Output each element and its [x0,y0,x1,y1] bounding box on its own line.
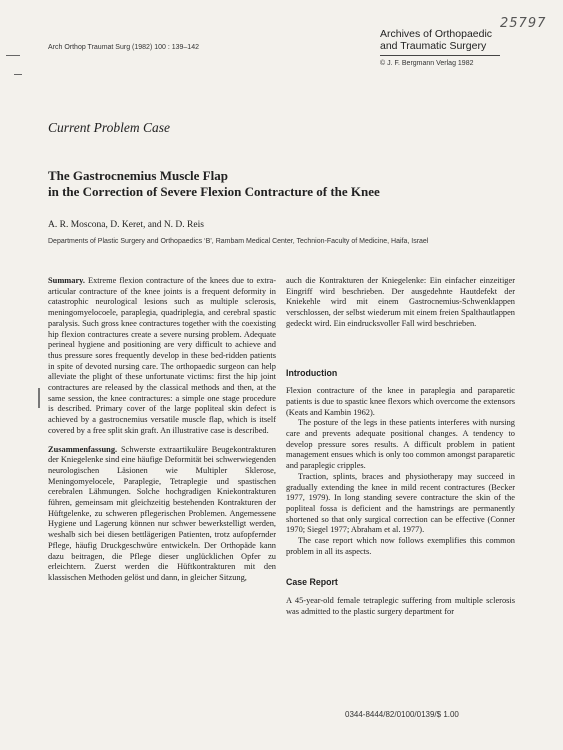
scan-mark [14,74,22,75]
zusammenfassung-text: Schwerste extraartikuläre Beugekontrakturen der Kniegelenke sind eine häufige Deformität bei schwerwiegenden neurologischen Läsionen wie Multipler Sklerose, Meningomyelocele, Paraplegie, Tetraplegie und spastischen cerebralen Lähmungen. Solche hochgradigen Kniekontrakturen führen, gemeinsam mit gleichzeitig bestehenden Kontrakturen der Hüftgelenke, zu schweren pflegerischen Problemen. Angemessene Hygiene und Lagerung können nur schwer bewerkstelligt werden, weshalb sich bei diesen bettlägerigen Patienten, trotz aufopfernder Pflege, häufig Druckgeschwüre entwickeln. Der Orthopäde kann dazu beitragen, die Pflege dieser unglücklichen Opfer zu erleichtern. Zuerst werden die Hüftkontrakturen mit den klassischen Methoden gelöst und dann, in gleicher Sitzung, [48,444,276,582]
zusammenfassung-label: Zusammenfassung. [48,444,118,454]
publisher-copyright: © J. F. Bergmann Verlag 1982 [380,60,474,67]
introduction-paragraph-3: Traction, splints, braces and physiotherapy may succeed in gradually extending the knee in mild recent contractures (Becker 1977, 1979). In long standing severe contracture the skin of the popliteal fossa is deficient and the hamstrings are permanently shortened so that only surgical correction can be effective (Conner 1970; Siegel 1977; Abraham et al. 1977). [286,471,515,535]
scan-mark [38,388,40,408]
publisher-name-line1: Archives of Orthopaedic [380,28,493,40]
summary-label: Summary. [48,276,85,285]
case-report-paragraph-1: A 45-year-old female tetraplegic suffering from multiple sclerosis was admitted to the plastic surgery department for [286,596,515,616]
publisher-box [380,28,530,67]
case-report-heading: Case Report [286,577,338,588]
title-line-2: in the Correction of Severe Flexion Contracture of the Knee [48,184,380,199]
introduction-paragraph-2: The posture of the legs in these patients interferes with nursing care and prevents adequate positional changes. A tendency to develop pressure sores results. A difficult problem in patient management ensues which is only too common amongst paraparetic and paraplegic cripples. [286,418,515,471]
authors: A. R. Moscona, D. Keret, and N. D. Reis [48,220,204,230]
introduction-heading: Introduction [286,367,338,378]
right-column [286,276,515,626]
section-type: Current Problem Case [48,120,170,135]
summary-paragraph [48,276,276,437]
scan-mark [6,55,20,56]
handwritten-note: 25797 [500,16,547,31]
article-title [48,168,380,200]
publisher-rule [380,55,500,56]
introduction-paragraph-1: Flexion contracture of the knee in paraplegia and paraparetic patients is due to spastic knee flexors which overcome the extensors (Keats and Kambin 1962). [286,386,515,417]
introduction-paragraph-4: The case report which now follows exemplifies this common problem in all its aspects. [286,536,515,556]
left-column [48,276,276,592]
summary-text: Extreme flexion contracture of the knees due to extra-articular contracture of the knee joints is a frequent deformity in catastrophic neurological lesions such as multiple sclerosis, meningomyelocoele, paraplegia, quadriplegia, and cerebral spastic paralysis. Such gross knee contractures together with the coexisting hip flexion contractures create a severe nursing problem. Adequate perineal hygiene and positioning are very difficult to achieve and thus pressure sores frequently develop in these bed-ridden patients in spite of devoted nursing care. The orthopaedic surgeon can help alleviate the plight of these unfortunate victims: first the hip joint contractures are released by the classical methods and then, at the same session, the knee contractures: a simple one stage procedure is described. Primary cover of the large popliteal skin defect is achieved by a gastrocnemius versatile muscle flap, which is itself covered by a free split skin graft. An illustrative case is described. [48,276,276,435]
zusammenfassung-continuation: auch die Kontrakturen der Kniegelenke: Ein einfacher einzeitiger Eingriff wird beschrieben. Der ausgedehnte Hautdefekt der Kniekehle wird mit einem Gastrocnemius-Schwenklappen verschlossen, der selbst wiederum mit einem freien Spalthautlappen gedeckt wird. Ein eindrucksvoller Fall wird beschrieben. [286,276,515,328]
journal-reference: Arch Orthop Traumat Surg (1982) 100 : 139–142 [48,44,199,51]
title-line-1: The Gastrocnemius Muscle Flap [48,168,228,183]
zusammenfassung-paragraph [48,445,276,584]
publisher-name-line2: and Traumatic Surgery [380,40,487,52]
issn-code: 0344-8444/82/0100/0139/$ 1.00 [345,710,459,719]
affiliation: Departments of Plastic Surgery and Orthopaedics ‘B’, Rambam Medical Center, Technion-Faculty of Medicine, Haifa, Israel [48,238,429,245]
